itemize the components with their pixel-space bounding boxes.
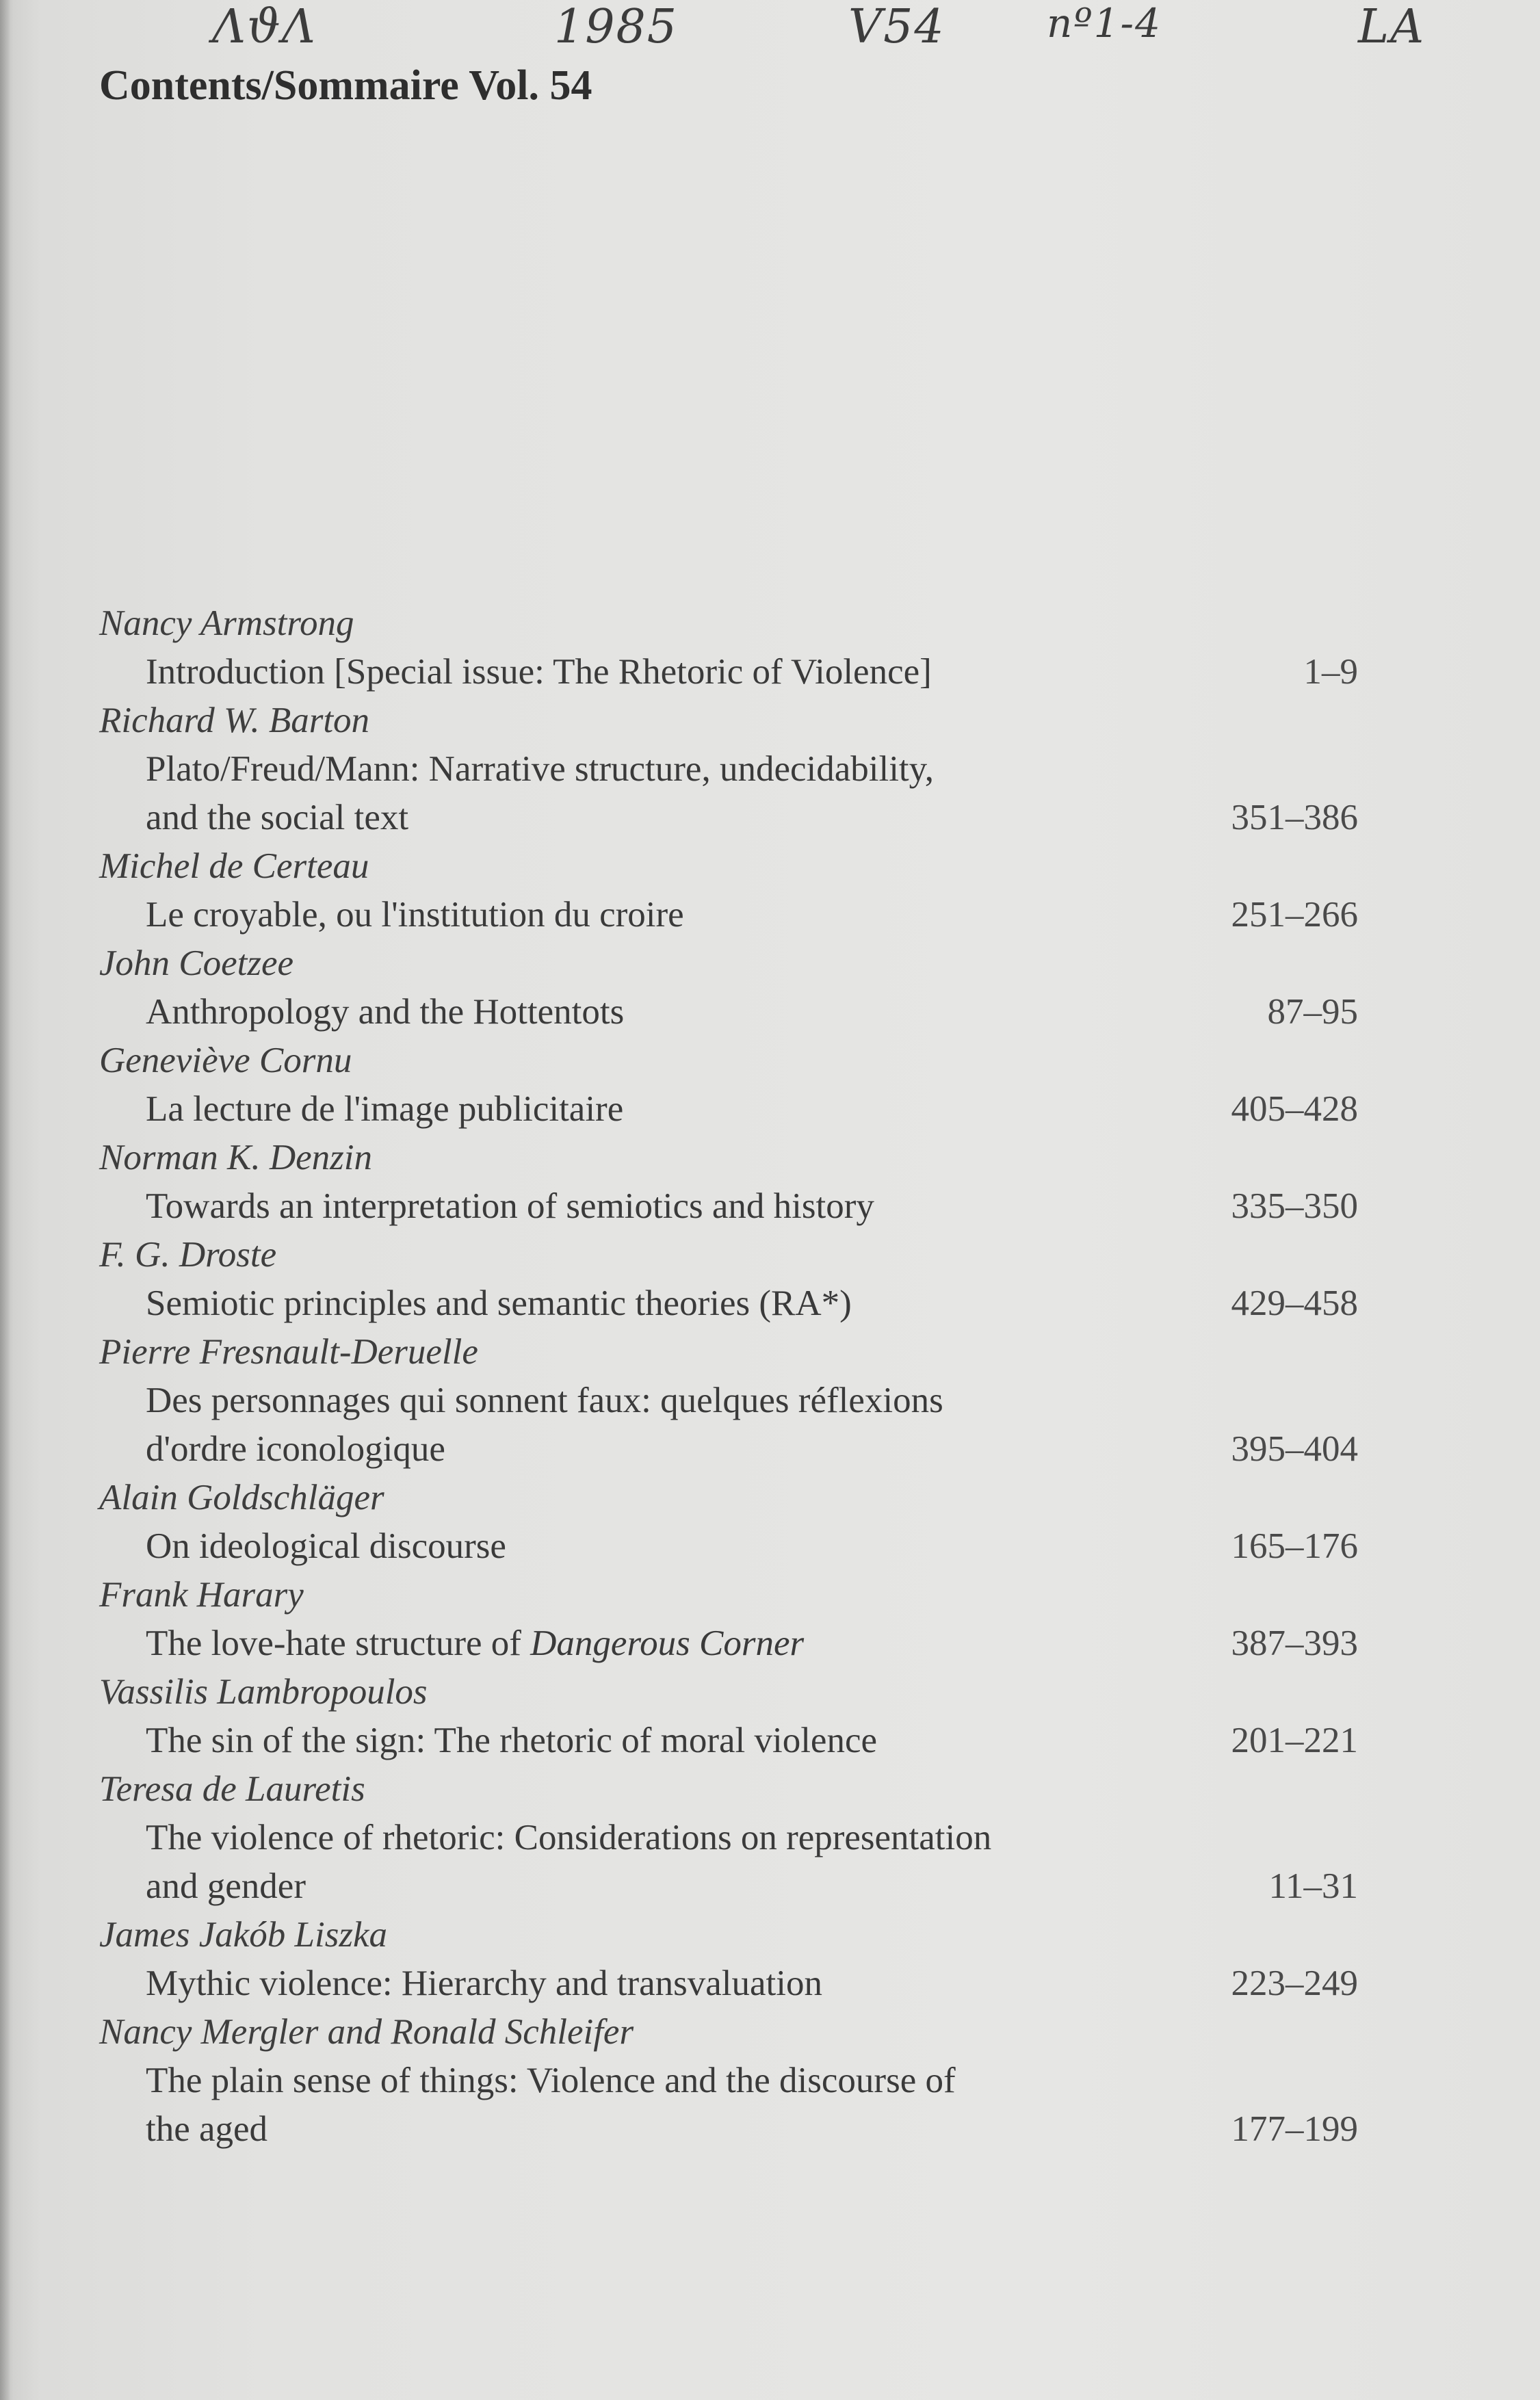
entry-author: Alain Goldschläger <box>99 1478 384 1517</box>
entry-author: Vassilis Lambropoulos <box>99 1672 428 1712</box>
entry-title <box>99 2057 1200 2154</box>
entry-title <box>99 1814 1200 1911</box>
toc-entry <box>99 1134 1372 1231</box>
entry-page-range: 177–199 <box>1231 2109 1358 2149</box>
entry-page-range: 405–428 <box>1231 1089 1358 1129</box>
handwritten-year: 1985 <box>554 0 679 54</box>
entry-title-line: Plato/Freud/Mann: Narrative structure, undecidability, <box>146 749 934 789</box>
entry-title: On ideological discourse <box>146 1526 506 1566</box>
toc-entry <box>99 1036 1372 1134</box>
toc-entry <box>99 1474 1372 1571</box>
entry-title-row <box>99 988 1372 1036</box>
entry-author: Nancy Armstrong <box>99 603 354 643</box>
entry-page-range: 387–393 <box>1231 1623 1358 1663</box>
entry-title-text: The love-hate structure of <box>146 1623 531 1663</box>
entry-title-line: d'ordre iconologique <box>146 1429 445 1469</box>
entry-page-range: 87–95 <box>1267 992 1358 1032</box>
entry-title-line: and the social text <box>146 798 409 837</box>
toc-entry <box>99 1571 1372 1668</box>
handwritten-initials: LA <box>1358 0 1426 54</box>
toc-entry <box>99 1668 1372 1765</box>
toc-entry <box>99 2008 1372 2154</box>
entry-page-range: 251–266 <box>1231 895 1358 935</box>
entry-title-row <box>99 745 1372 842</box>
entry-author: Geneviève Cornu <box>99 1041 352 1080</box>
toc-entry <box>99 1765 1372 1911</box>
entry-author: Nancy Mergler and Ronald Schleifer <box>99 2012 634 2052</box>
entry-title-row <box>99 1959 1372 2008</box>
handwritten-volume: V54 <box>848 0 945 54</box>
handwritten-issues: nº1-4 <box>1047 0 1162 47</box>
entry-title <box>99 745 1200 842</box>
entry-author: Frank Harary <box>99 1575 304 1615</box>
toc-entry <box>99 1911 1372 2008</box>
entry-author: F. G. Droste <box>99 1235 277 1275</box>
entry-page-range: 395–404 <box>1231 1429 1358 1469</box>
entry-title: La lecture de l'image publicitaire <box>146 1089 624 1129</box>
entry-author: Norman K. Denzin <box>99 1138 373 1177</box>
entry-author: Pierre Fresnault-Deruelle <box>99 1332 478 1372</box>
toc-entry <box>99 599 1372 696</box>
entry-title-row <box>99 1279 1372 1328</box>
entry-title-line: and gender <box>146 1866 306 1906</box>
entry-author: Teresa de Lauretis <box>99 1769 365 1809</box>
entry-title-row <box>99 2057 1372 2154</box>
entry-title <box>99 1377 1200 1474</box>
entry-title-row <box>99 1814 1372 1911</box>
toc-entry <box>99 696 1372 842</box>
entry-author: James Jakób Liszka <box>99 1915 387 1955</box>
entry-page-range: 11–31 <box>1268 1866 1358 1906</box>
entry-title: Semiotic principles and semantic theories (RA*) <box>146 1283 852 1323</box>
toc-entry <box>99 842 1372 939</box>
entry-page-range: 165–176 <box>1231 1526 1358 1566</box>
toc-entry <box>99 939 1372 1036</box>
contents-heading: Contents/Sommaire Vol. 54 <box>99 62 592 109</box>
entry-author: John Coetzee <box>99 943 294 983</box>
entry-title: Introduction [Special issue: The Rhetoric of Violence] <box>146 652 932 692</box>
entry-title-row <box>99 891 1372 939</box>
table-of-contents <box>99 599 1372 2154</box>
entry-title: Towards an interpretation of semiotics and history <box>146 1186 874 1226</box>
toc-entry <box>99 1328 1372 1474</box>
entry-title-row <box>99 1619 1372 1668</box>
entry-title-row <box>99 1717 1372 1765</box>
toc-entry <box>99 1231 1372 1328</box>
entry-page-range: 335–350 <box>1231 1186 1358 1226</box>
handwritten-note: ΛϑΛ <box>212 0 317 54</box>
entry-page-range: 1–9 <box>1303 652 1358 692</box>
entry-title: Anthropology and the Hottentots <box>146 992 625 1032</box>
entry-page-range: 223–249 <box>1231 1964 1358 2003</box>
entry-title-row <box>99 1085 1372 1134</box>
entry-page-range: 201–221 <box>1231 1721 1358 1760</box>
entry-title-row <box>99 1377 1372 1474</box>
page-spine-shadow <box>0 0 10 2400</box>
entry-author: Michel de Certeau <box>99 846 369 886</box>
entry-page-range: 429–458 <box>1231 1283 1358 1323</box>
entry-author: Richard W. Barton <box>99 701 370 740</box>
entry-title-line: The plain sense of things: Violence and the discourse of <box>146 2061 956 2100</box>
entry-title-italic: Dangerous Corner <box>530 1623 805 1663</box>
entry-title-row <box>99 648 1372 696</box>
entry-title-line: Des personnages qui sonnent faux: quelques réflexions <box>146 1381 943 1420</box>
entry-page-range: 351–386 <box>1231 798 1358 837</box>
entry-title-line: the aged <box>146 2109 268 2149</box>
entry-title: The sin of the sign: The rhetoric of moral violence <box>146 1721 878 1760</box>
entry-title <box>99 1619 1200 1668</box>
entry-title-row <box>99 1182 1372 1231</box>
entry-title: Mythic violence: Hierarchy and transvaluation <box>146 1964 822 2003</box>
entry-title-line: The violence of rhetoric: Considerations on representation <box>146 1818 992 1857</box>
entry-title: Le croyable, ou l'institution du croire <box>146 895 684 935</box>
entry-title-row <box>99 1522 1372 1571</box>
